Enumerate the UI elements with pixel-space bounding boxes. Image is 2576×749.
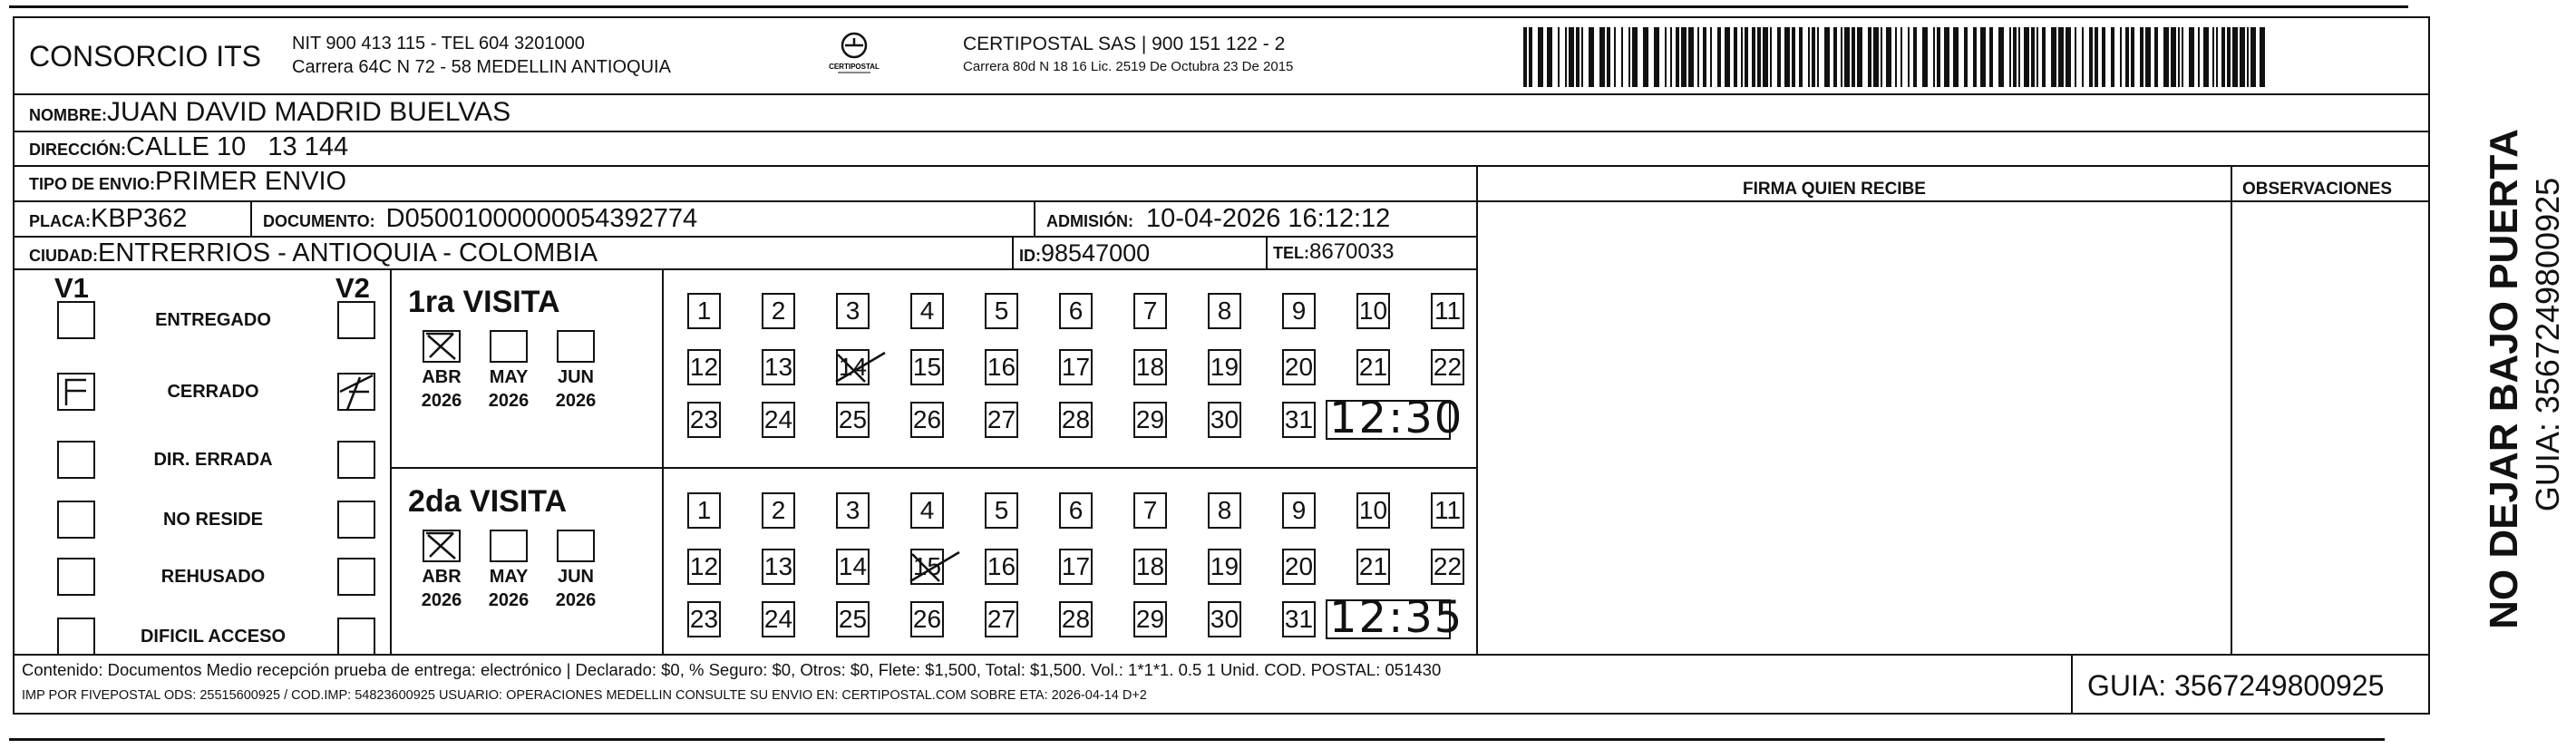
day-box[interactable]: 11 xyxy=(1431,492,1464,529)
day-box[interactable]: 24 xyxy=(762,402,795,438)
footer-content: Contenido: Documentos Medio recepción prueba de entrega: electrónico | Declarado: $0, % Seguro: $0, Otros: $0, Flete: $1,500, Total: $1,500. Vol.: 1*1*1. 0.5 1 Unid. COD. POSTAL: 051430 xyxy=(22,660,1442,679)
day-box[interactable]: 16 xyxy=(985,549,1018,585)
day-box[interactable]: 17 xyxy=(1059,549,1093,585)
day-box[interactable]: 12 xyxy=(687,349,721,385)
logo-text: CERTIPOSTAL xyxy=(829,63,880,71)
day-box[interactable]: 13 xyxy=(762,349,795,385)
day-box[interactable]: 4 xyxy=(910,293,944,329)
day-box[interactable]: 3 xyxy=(836,293,870,329)
day-box[interactable]: 1 xyxy=(687,492,721,529)
address-rule xyxy=(13,165,2430,167)
day-box[interactable]: 7 xyxy=(1133,492,1167,529)
signature-header: FIRMA QUIEN RECIBE xyxy=(1743,180,1926,199)
v2-checkbox[interactable] xyxy=(337,618,375,656)
day-box[interactable]: 9 xyxy=(1282,492,1316,529)
v1-checkbox[interactable] xyxy=(57,501,95,539)
plate-rule xyxy=(13,236,1476,238)
day-box[interactable]: 10 xyxy=(1356,293,1390,329)
day-box[interactable]: 4 xyxy=(910,492,944,529)
day-box[interactable]: 26 xyxy=(910,601,944,637)
day-box[interactable]: 23 xyxy=(687,402,721,438)
send-type-value: PRIMER ENVIO xyxy=(155,167,347,196)
visit-title: 2da VISITA xyxy=(408,484,568,519)
day-box[interactable]: 25 xyxy=(836,601,870,637)
day-box[interactable]: 16 xyxy=(985,349,1018,385)
v2-checkbox[interactable] xyxy=(337,501,375,539)
day-box[interactable]: 23 xyxy=(687,601,721,637)
id-label: ID: xyxy=(1019,247,1041,265)
day-box[interactable]: 15 xyxy=(910,349,944,385)
top-rule xyxy=(9,5,2408,8)
day-box[interactable]: 21 xyxy=(1356,349,1390,385)
city-row xyxy=(29,240,598,267)
day-box[interactable]: 1 xyxy=(687,293,721,329)
name-value: JUAN DAVID MADRID BUELVAS xyxy=(107,97,511,127)
v2-checkbox[interactable] xyxy=(337,301,375,339)
address-row xyxy=(29,134,348,160)
year-label: 2026 xyxy=(555,391,597,411)
visit-rule xyxy=(390,467,1476,469)
day-box[interactable]: 27 xyxy=(985,402,1018,438)
visit-time: 12:35 xyxy=(1329,592,1464,643)
day-box[interactable]: 30 xyxy=(1208,402,1241,438)
city-label: CIUDAD: xyxy=(29,247,98,265)
visit-day-divider xyxy=(662,268,664,655)
status-divider xyxy=(390,268,392,655)
footer-printed: IMP POR FIVEPOSTAL ODS: 25515600925 / COD.IMP: 54823600925 USUARIO: OPERACIONES MEDELLIN CONSULTE SU ENVIO EN: CERTIPOSTAL.COM SOBRE ETA: 2026-04-14 D+2 xyxy=(22,688,1147,703)
admission-row xyxy=(1046,206,1390,232)
day-box[interactable]: 25 xyxy=(836,402,870,438)
v1-checkbox[interactable] xyxy=(57,373,95,411)
courier-line2: Carrera 80d N 18 16 Lic. 2519 De Octubra 23 De 2015 xyxy=(963,59,1294,74)
v2-checkbox[interactable] xyxy=(337,441,375,479)
day-box[interactable]: 10 xyxy=(1356,492,1390,529)
day-box[interactable]: 2 xyxy=(762,293,795,329)
admission-label: ADMISIÓN: xyxy=(1046,212,1133,230)
day-box[interactable]: 17 xyxy=(1059,349,1093,385)
plate-label: PLACA: xyxy=(29,212,91,230)
day-box[interactable]: 8 xyxy=(1208,293,1241,329)
day-box[interactable]: 3 xyxy=(836,492,870,529)
status-label: NO RESIDE xyxy=(162,510,264,530)
month-checkbox[interactable] xyxy=(557,530,595,562)
month-label: MAY xyxy=(489,567,529,587)
day-box[interactable]: 22 xyxy=(1431,349,1464,385)
year-label: 2026 xyxy=(488,590,530,610)
day-box[interactable]: 29 xyxy=(1133,601,1167,637)
day-box[interactable]: 5 xyxy=(985,492,1018,529)
id-divider xyxy=(1012,236,1014,268)
id-row xyxy=(1019,241,1150,266)
day-box[interactable]: 20 xyxy=(1282,349,1316,385)
city-rule xyxy=(13,268,1476,270)
status-label: DIR. ERRADA xyxy=(153,450,273,470)
day-box[interactable]: 22 xyxy=(1431,549,1464,585)
city-value: ENTRERRIOS - ANTIOQUIA - COLOMBIA xyxy=(98,238,598,268)
day-box[interactable]: 6 xyxy=(1059,293,1093,329)
month-checkbox[interactable] xyxy=(557,330,595,363)
day-box[interactable]: 8 xyxy=(1208,492,1241,529)
tel-divider xyxy=(1266,236,1268,268)
v2-checkbox[interactable] xyxy=(337,373,375,411)
plate-value: KBP362 xyxy=(91,204,188,233)
cross-mark xyxy=(834,349,889,392)
v1-checkbox[interactable] xyxy=(57,441,95,479)
day-box[interactable]: 5 xyxy=(985,293,1018,329)
month-checkbox[interactable] xyxy=(490,330,528,363)
month-checkbox[interactable] xyxy=(423,330,461,363)
send-type-label: TIPO DE ENVIO: xyxy=(29,175,156,193)
status-label: DIFICIL ACCESO xyxy=(140,627,286,647)
month-label: JUN xyxy=(557,567,595,587)
footer-guide-divider xyxy=(2071,654,2073,715)
year-label: 2026 xyxy=(555,590,597,610)
day-box[interactable]: 27 xyxy=(985,601,1018,637)
document-value: D05001000000054392774 xyxy=(385,204,698,233)
company-name: CONSORCIO ITS xyxy=(29,40,262,73)
status-label: ENTREGADO xyxy=(155,310,271,330)
day-box[interactable]: 14 xyxy=(836,549,870,585)
cross-mark xyxy=(909,549,963,591)
day-box[interactable]: 29 xyxy=(1133,402,1167,438)
header-rule xyxy=(13,93,2430,95)
visit-title: 1ra VISITA xyxy=(408,285,560,319)
day-box[interactable]: 18 xyxy=(1133,549,1167,585)
v1-checkbox[interactable] xyxy=(57,558,95,596)
admission-divider xyxy=(1034,201,1035,236)
day-box[interactable]: 2 xyxy=(762,492,795,529)
day-box[interactable]: 21 xyxy=(1356,549,1390,585)
company-line1: NIT 900 413 115 - TEL 604 3201000 xyxy=(292,34,585,54)
visit-time: 12:30 xyxy=(1329,393,1464,443)
day-box[interactable]: 31 xyxy=(1282,402,1316,438)
barcode xyxy=(1523,27,2276,89)
v1-checkbox[interactable] xyxy=(57,301,95,339)
observations-box[interactable] xyxy=(2232,202,2428,654)
day-box[interactable]: 7 xyxy=(1133,293,1167,329)
day-box[interactable]: 9 xyxy=(1282,293,1316,329)
admission-value: 10-04-2026 16:12:12 xyxy=(1146,204,1391,233)
footer-guide: GUIA: 3567249800925 xyxy=(2087,669,2385,702)
side-guide: GUIA: 3567249800925 xyxy=(2529,177,2566,512)
document-row xyxy=(263,206,697,232)
day-box[interactable]: 31 xyxy=(1282,601,1316,637)
address-value: CALLE 10 13 144 xyxy=(126,132,349,161)
tel-value: 8670033 xyxy=(1309,239,1395,264)
tel-label: TEL: xyxy=(1273,244,1309,262)
month-label: JUN xyxy=(557,367,595,387)
month-checkbox[interactable] xyxy=(423,530,461,562)
no-dejar-warning: NO DEJAR BAJO PUERTA xyxy=(2482,129,2526,629)
month-label: MAY xyxy=(489,367,529,387)
footer-rule xyxy=(13,654,2430,656)
year-label: 2026 xyxy=(421,391,462,411)
day-box[interactable]: 20 xyxy=(1282,549,1316,585)
bottom-rule xyxy=(9,738,2385,741)
company-line2: Carrera 64C N 72 - 58 MEDELLIN ANTIOQUIA xyxy=(292,57,671,77)
day-box[interactable]: 30 xyxy=(1208,601,1241,637)
certipostal-logo xyxy=(827,31,881,76)
day-box[interactable]: 12 xyxy=(687,549,721,585)
day-box[interactable]: 28 xyxy=(1059,402,1093,438)
address-label: DIRECCIÓN: xyxy=(29,141,126,159)
day-box[interactable]: 13 xyxy=(762,549,795,585)
day-box[interactable]: 24 xyxy=(762,601,795,637)
v2-label: V2 xyxy=(335,272,370,304)
month-label: ABR xyxy=(422,367,462,387)
day-box[interactable]: 19 xyxy=(1208,349,1241,385)
day-box[interactable]: 14 xyxy=(836,349,870,385)
courier-line1: CERTIPOSTAL SAS | 900 151 122 - 2 xyxy=(963,34,1286,54)
day-box[interactable]: 19 xyxy=(1208,549,1241,585)
month-checkbox[interactable] xyxy=(490,530,528,562)
send-type-row xyxy=(29,169,346,195)
v1-label: V1 xyxy=(54,272,89,304)
document-label: DOCUMENTO: xyxy=(263,212,375,230)
name-row xyxy=(29,99,510,126)
month-label: ABR xyxy=(422,567,462,587)
observations-header: OBSERVACIONES xyxy=(2242,180,2393,199)
day-box[interactable]: 6 xyxy=(1059,492,1093,529)
day-box[interactable]: 11 xyxy=(1431,293,1464,329)
name-label: NOMBRE: xyxy=(29,106,107,124)
signature-box[interactable] xyxy=(1478,202,2229,654)
status-label: CERRADO xyxy=(167,382,259,402)
plate-row xyxy=(29,206,187,232)
v2-checkbox[interactable] xyxy=(337,558,375,596)
v1-checkbox[interactable] xyxy=(57,618,95,656)
plate-divider xyxy=(250,201,252,236)
id-value: 98547000 xyxy=(1041,239,1151,267)
day-box[interactable]: 18 xyxy=(1133,349,1167,385)
day-box[interactable]: 26 xyxy=(910,402,944,438)
tel-row xyxy=(1273,241,1394,263)
year-label: 2026 xyxy=(421,590,462,610)
name-rule xyxy=(13,131,2430,132)
day-box[interactable]: 15 xyxy=(910,549,944,585)
status-label: REHUSADO xyxy=(160,567,266,587)
year-label: 2026 xyxy=(488,391,530,411)
day-box[interactable]: 28 xyxy=(1059,601,1093,637)
